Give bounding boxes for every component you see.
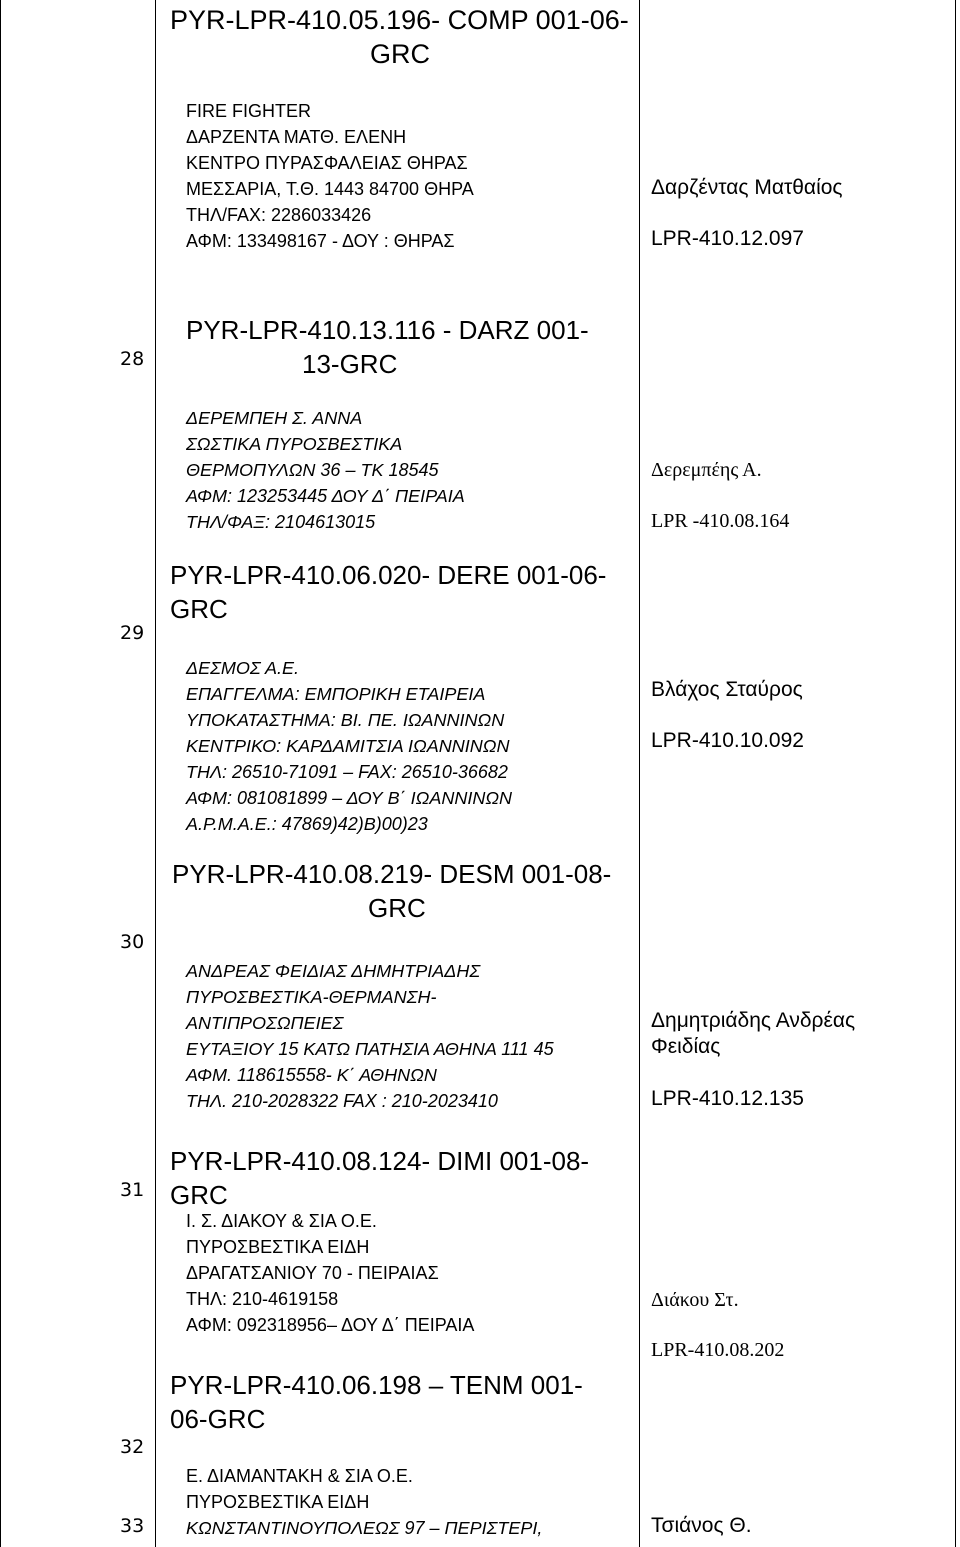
detail-line: ΑΦΜ: 133498167 - ΔΟΥ : ΘΗΡΑΣ xyxy=(186,231,455,251)
entry-28-signatory: Δερεμπέης Α. xyxy=(651,459,762,481)
code-line: 06-GRC xyxy=(170,1404,266,1434)
detail-line: ΑΝΤΙΠΡΟΣΩΠΕΙΕΣ xyxy=(186,1013,344,1033)
code-line: PYR-LPR-410.05.196- COMP 001-06- xyxy=(170,5,629,35)
entry-28-license: LPR -410.08.164 xyxy=(651,510,790,532)
entry-top-details xyxy=(186,98,474,254)
code-line: PYR-LPR-410.06.198 – TENM 001- xyxy=(170,1370,583,1400)
detail-line: ΑΦΜ: 092318956– ΔΟΥ Δ΄ ΠΕΙΡΑΙΑ xyxy=(186,1315,475,1335)
detail-line: ΑΝΔΡΕΑΣ ΦΕΙΔΙΑΣ ΔΗΜΗΤΡΙΑΔΗΣ xyxy=(186,961,481,981)
detail-line: ΜΕΣΣΑΡΙΑ, Τ.Θ. 1443 84700 ΘΗΡΑ xyxy=(186,179,474,199)
detail-line: Α.Ρ.Μ.Α.Ε.: 47869)42)Β)00)23 xyxy=(186,814,428,834)
entry-31-signatory: Διάκου Στ. xyxy=(651,1289,739,1311)
entry-30-details xyxy=(186,958,554,1114)
signatory-line: Δημητριάδης Ανδρέας xyxy=(651,1009,856,1032)
code-line: GRC xyxy=(368,893,426,923)
entry-top-signatory: Δαρζέντας Ματθαίος xyxy=(651,176,843,199)
detail-line: ΤΗΛ/ΦΑΞ: 2104613015 xyxy=(186,512,376,532)
row-number: 31 xyxy=(120,1179,145,1201)
detail-line: ΑΦΜ: 123253445 ΔΟΥ Δ΄ ΠΕΙΡΑΙΑ xyxy=(186,486,465,506)
entry-29-code xyxy=(170,558,606,626)
row-number: 32 xyxy=(120,1436,145,1458)
detail-line: ΤΗΛ: 210-4619158 xyxy=(186,1289,339,1309)
row-number: 33 xyxy=(120,1515,145,1537)
code-line: 13-GRC xyxy=(302,349,398,379)
entry-30-signatory xyxy=(651,1008,855,1060)
detail-line: ΤΗΛ/FAX: 2286033426 xyxy=(186,205,372,225)
detail-line: ΑΦΜ. 118615558- Κ΄ ΑΘΗΝΩΝ xyxy=(186,1065,437,1085)
detail-line: ΠΥΡΟΣΒΕΣΤΙΚΑ-ΘΕΡΜΑΝΣΗ- xyxy=(186,987,437,1007)
detail-line: ΘΕΡΜΟΠΥΛΩΝ 36 – ΤΚ 18545 xyxy=(186,460,439,480)
detail-line: Ι. Σ. ΔΙΑΚΟΥ & ΣΙΑ Ο.Ε. xyxy=(186,1211,377,1231)
detail-line: ΥΠΟΚΑΤΑΣΤΗΜΑ: ΒΙ. ΠΕ. ΙΩΑΝΝΙΝΩΝ xyxy=(186,710,505,730)
detail-line: ΔΕΣΜΟΣ Α.Ε. xyxy=(186,658,300,678)
entry-31-license: LPR-410.08.202 xyxy=(651,1339,785,1361)
row-number: 30 xyxy=(120,931,145,953)
entry-top-code xyxy=(170,3,629,71)
entry-30-license: LPR-410.12.135 xyxy=(651,1087,804,1110)
detail-line: ΕΥΤΑΞΙΟΥ 15 ΚΑΤΩ ΠΑΤΗΣΙΑ ΑΘΗΝΑ 111 45 xyxy=(186,1039,554,1059)
signatory-line: Φειδίας xyxy=(651,1035,721,1058)
row-number: 28 xyxy=(120,348,145,370)
row-number: 29 xyxy=(120,622,145,644)
code-line: PYR-LPR-410.06.020- DERE 001-06- xyxy=(170,560,607,590)
entry-33-details xyxy=(186,1463,542,1541)
table-border-left xyxy=(0,0,1,1547)
entry-31-code xyxy=(170,1144,589,1212)
entry-30-code xyxy=(172,857,611,925)
entry-31-details xyxy=(186,1208,474,1338)
entry-top-license: LPR-410.12.097 xyxy=(651,227,804,250)
detail-line: ΠΥΡΟΣΒΕΣΤΙΚΑ ΕΙΔΗ xyxy=(186,1492,370,1512)
table-border-right xyxy=(955,0,956,1547)
detail-line: ΔΑΡΖΕΝΤΑ ΜΑΤΘ. ΕΛΕΝΗ xyxy=(186,127,407,147)
detail-line: ΣΩΣΤΙΚΑ ΠΥΡΟΣΒΕΣΤΙΚΑ xyxy=(186,434,403,454)
entry-28-details xyxy=(186,405,465,535)
detail-line: ΔΡΑΓΑΤΣΑΝΙΟΥ 70 - ΠΕΙΡΑΙΑΣ xyxy=(186,1263,439,1283)
entry-29-license: LPR-410.10.092 xyxy=(651,729,804,752)
table-column-divider-2 xyxy=(639,0,640,1547)
detail-line: ΚΕΝΤΡΙΚΟ: ΚΑΡΔΑΜΙΤΣΙΑ ΙΩΑΝΝΙΝΩΝ xyxy=(186,736,510,756)
detail-line: ΤΗΛ: 26510-71091 – FAX: 26510-36682 xyxy=(186,762,508,782)
table-column-divider-1 xyxy=(155,0,156,1547)
detail-line: ΤΗΛ. 210-2028322 FAX : 210-2023410 xyxy=(186,1091,498,1111)
entry-28-code xyxy=(186,313,589,381)
detail-line: ΚΩΝΣΤΑΝΤΙΝΟΥΠΟΛΕΩΣ 97 – ΠΕΡΙΣΤΕΡΙ, xyxy=(186,1518,543,1538)
entry-32-code xyxy=(170,1368,583,1436)
code-line: GRC xyxy=(170,1180,228,1210)
detail-line: FIRE FIGHTER xyxy=(186,101,311,121)
detail-line: Ε. ΔΙΑΜΑΝΤΑΚΗ & ΣΙΑ Ο.Ε. xyxy=(186,1466,413,1486)
detail-line: ΠΥΡΟΣΒΕΣΤΙΚΑ ΕΙΔΗ xyxy=(186,1237,370,1257)
code-line: PYR-LPR-410.13.116 - DARZ 001- xyxy=(186,315,589,345)
code-line: GRC xyxy=(170,594,228,624)
detail-line: ΔΕΡΕΜΠΕΗ Σ. ΑΝΝΑ xyxy=(186,408,363,428)
detail-line: ΚΕΝΤΡΟ ΠΥΡΑΣΦΑΛΕΙΑΣ ΘΗΡΑΣ xyxy=(186,153,468,173)
entry-29-details xyxy=(186,655,512,837)
entry-29-signatory: Βλάχος Σταύρος xyxy=(651,678,803,701)
code-line: PYR-LPR-410.08.124- DIMI 001-08- xyxy=(170,1146,590,1176)
entry-33-signatory: Τσιάνος Θ. xyxy=(651,1514,752,1537)
detail-line: ΕΠΑΓΓΕΛΜΑ: ΕΜΠΟΡΙΚΗ ΕΤΑΙΡΕΙΑ xyxy=(186,684,486,704)
code-line: PYR-LPR-410.08.219- DESM 001-08- xyxy=(172,859,612,889)
detail-line: ΑΦΜ: 081081899 – ΔΟΥ Β΄ ΙΩΑΝΝΙΝΩΝ xyxy=(186,788,513,808)
code-line: GRC xyxy=(370,39,430,69)
